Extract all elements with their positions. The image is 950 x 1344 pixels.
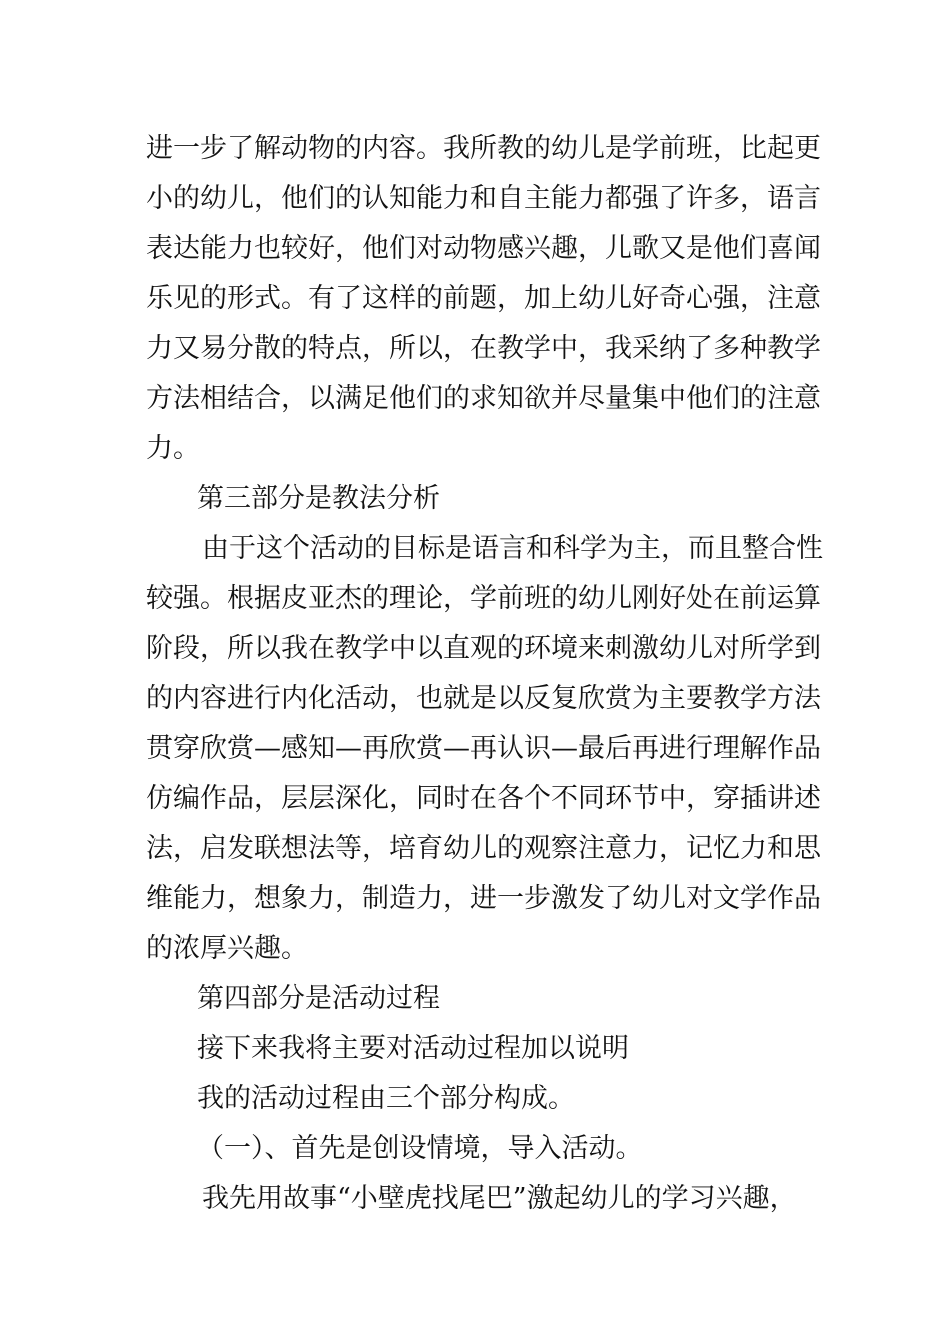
paragraph-line: 接下来我将主要对活动过程加以说明 [197, 1033, 629, 1064]
paragraph-line: 的内容进行内化活动，也就是以反复欣赏为主要教学方法 [146, 683, 821, 714]
paragraph-line: 进一步了解动物的内容。我所教的幼儿是学前班，比起更 [146, 133, 821, 164]
paragraph-line: 乐见的形式。有了这样的前题，加上幼儿好奇心强，注意 [146, 283, 821, 314]
paragraph-line: 贯穿欣赏—感知—再欣赏—再认识—最后再进行理解作品 [146, 733, 821, 764]
paragraph-line: 小的幼儿，他们的认知能力和自主能力都强了许多，语言 [146, 183, 821, 214]
paragraph-line: 维能力，想象力，制造力，进一步激发了幼儿对文学作品 [146, 883, 821, 914]
paragraph-line: 的浓厚兴趣。 [146, 933, 308, 964]
paragraph-line: 较强。根据皮亚杰的理论，学前班的幼儿刚好处在前运算 [146, 583, 821, 614]
paragraph-line: 力又易分散的特点，所以，在教学中，我采纳了多种教学 [146, 333, 821, 364]
paragraph-line: 表达能力也较好，他们对动物感兴趣，儿歌又是他们喜闻 [146, 233, 821, 264]
paragraph-line: 由于这个活动的目标是语言和科学为主，而且整合性 [202, 533, 823, 564]
section-heading: 第三部分是教法分析 [197, 483, 440, 514]
paragraph-line: 力。 [146, 433, 200, 464]
paragraph-line: 阶段，所以我在教学中以直观的环境来刺激幼儿对所学到 [146, 633, 821, 664]
paragraph-line: 我先用故事“小壁虎找尾巴”激起幼儿的学习兴趣， [202, 1183, 797, 1214]
subsection-heading: （一）、首先是创设情境，导入活动。 [197, 1133, 643, 1164]
paragraph-line: 我的活动过程由三个部分构成。 [197, 1083, 575, 1114]
paragraph-line: 方法相结合，以满足他们的求知欲并尽量集中他们的注意 [146, 383, 821, 414]
paragraph-line: 仿编作品，层层深化，同时在各个不同环节中，穿插讲述 [146, 783, 821, 814]
paragraph-line: 法，启发联想法等，培育幼儿的观察注意力，记忆力和思 [146, 833, 821, 864]
section-heading: 第四部分是活动过程 [197, 983, 440, 1014]
